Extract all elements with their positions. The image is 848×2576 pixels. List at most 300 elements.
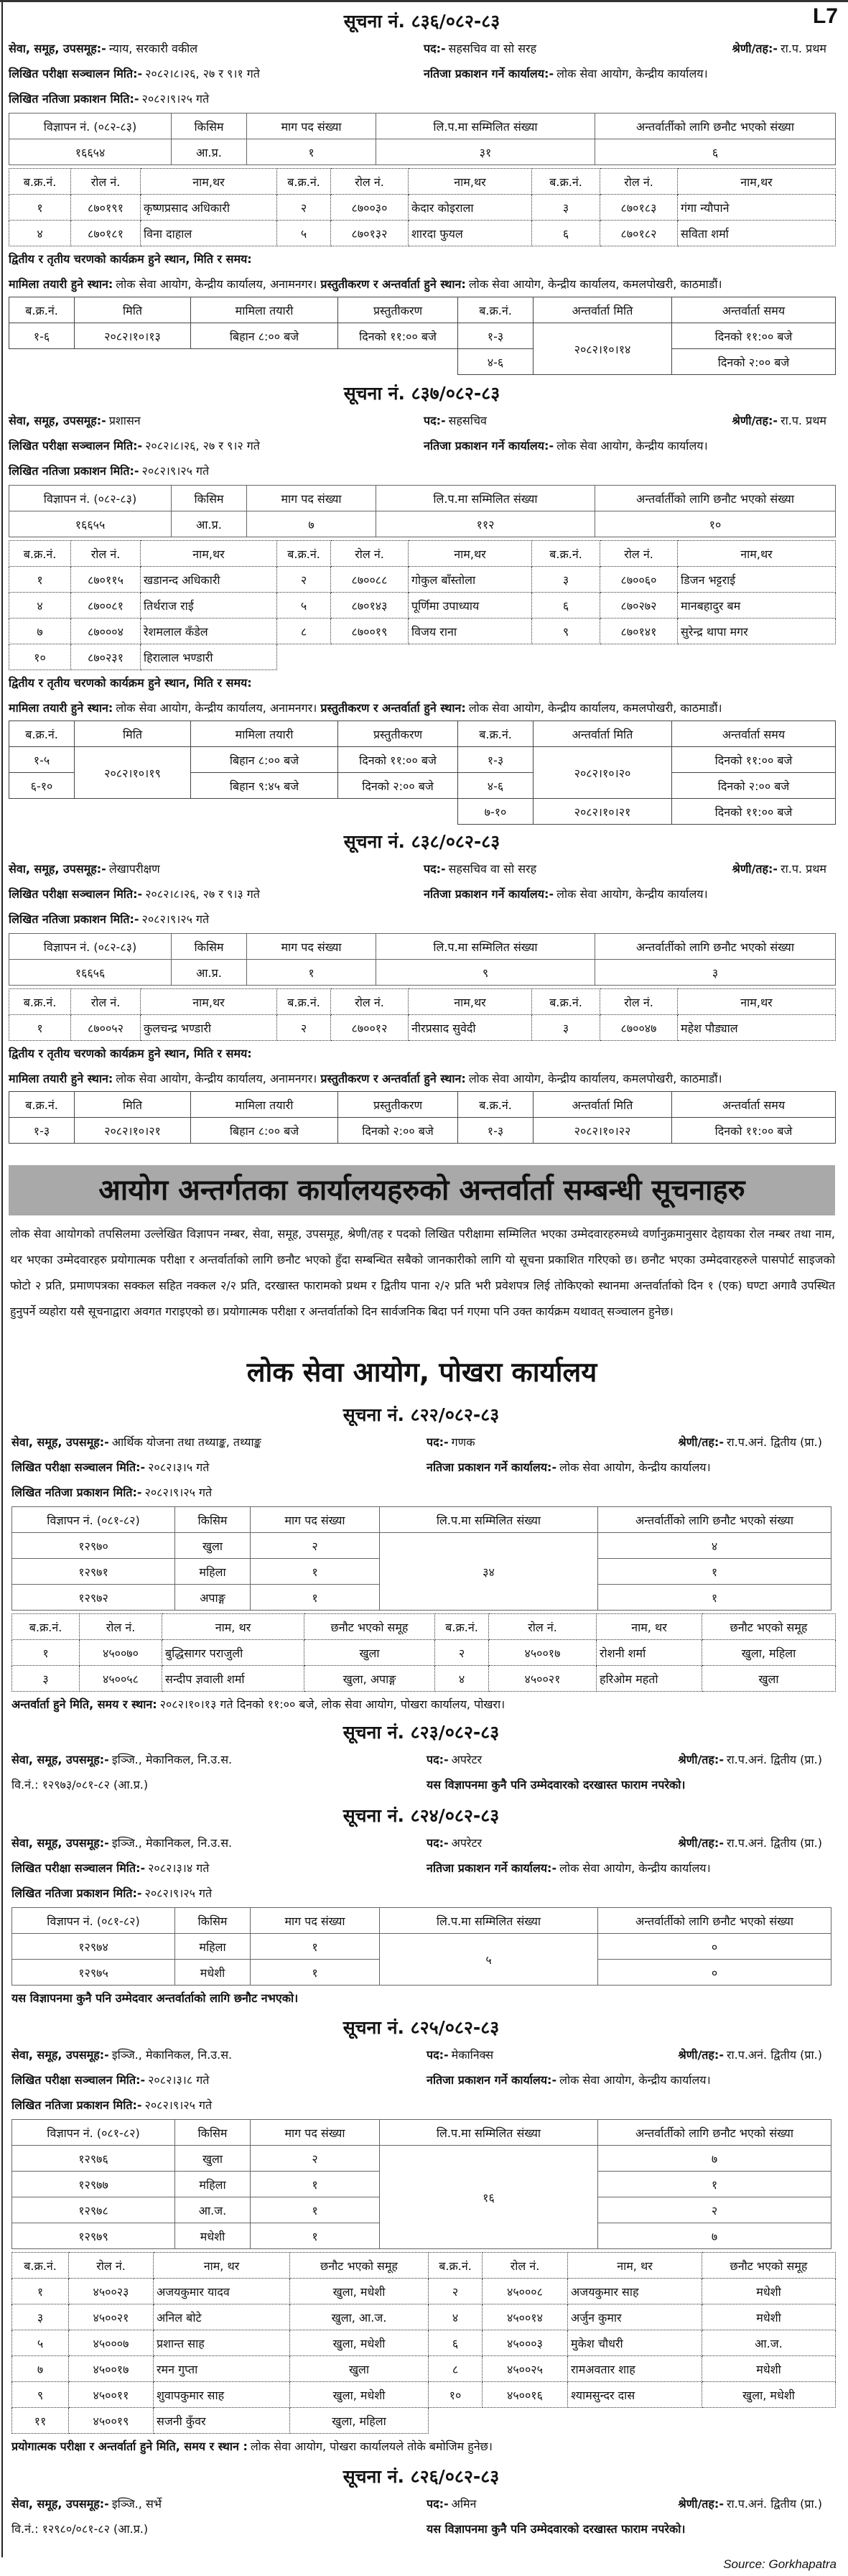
serial-no: ६ [532,593,600,618]
venue-line [9,1066,835,1091]
result-date-field-label: लिखित नतिजा प्रकाशन मिति:- [9,92,139,106]
posts-demanded: १ [251,1585,380,1611]
posts-demanded: १ [251,1960,380,1986]
column-header: किसिम [172,934,247,960]
post-field-label: पद:- [427,1435,449,1449]
column-header: ब.क्र.नं. [9,989,71,1015]
service-group-field-label: सेवा, समूह, उपसमूह:- [9,414,106,427]
candidate-name: हरिओम महतो [597,1666,702,1692]
venue-line [9,272,835,297]
result-office-field-value: लोक सेवा आयोग, केन्द्रीय कार्यालय। [556,439,708,453]
column-header: रोल नं. [331,989,409,1015]
notice-section [9,7,835,375]
level-field-value: रा.प. प्रथम [781,414,826,427]
column-header: ब.क्र.नं. [12,2253,69,2279]
service-group-field [9,856,160,881]
column-header: किसिम [175,1507,251,1533]
advertisement-number: वि.नं.: १२९७३/०८१-८२ (आ.प्र.) [11,1778,149,1792]
post-field [424,408,487,433]
interview-time: दिनको २:०० बजे [672,773,836,799]
column-header: लि.प.मा सम्मिलित संख्या [376,113,595,139]
type: महिला [175,1934,251,1960]
candidate-name: तिर्थराज राई [141,593,277,618]
column-header: नाम,थर [409,541,532,567]
table-row [12,2279,836,2304]
candidate-name: शुवापकुमार साह [154,2382,290,2408]
roll-no: ४५००७० [80,1640,162,1666]
result-date-field-value: २०८२।९।२५ गते [144,1886,213,1900]
serial-no: ५ [277,593,331,618]
table-row [9,567,836,593]
posts-demanded: २ [251,2146,380,2172]
service-group-field-label: सेवा, समूह, उपसमूह:- [9,42,106,55]
serial-no: ९ [12,2382,69,2408]
column-header: नाम, थर [162,1614,304,1640]
column-header: छनौट भएको समूह [702,1614,836,1640]
result-office-field-value: लोक सेवा आयोग, केन्द्रीय कार्यालय। [559,1460,711,1474]
notice-section [9,379,835,825]
advertisement-number: वि.नं.: १२९८०/०८१-८२ (आ.प्र.) [11,2522,149,2536]
column-header: विज्ञापन नं. (०८२-८३) [9,486,172,511]
service-group-field [11,2491,162,2516]
field-row [11,2067,831,2093]
table-row [12,2304,836,2330]
posts-demanded: १ [251,2223,380,2249]
field-row [9,61,835,86]
interview-range: ४-६ [458,349,534,375]
serial-no: २ [277,567,331,593]
column-header: ब.क्र.नं. [458,297,534,323]
no-application-note: यस विज्ञापनमा कुनै पनि उम्मेदवारको दरखास्त फाराम नपरेको। [427,2522,686,2536]
field-row [9,881,835,907]
column-header: विज्ञापन नं. (०८१-८२) [12,1908,175,1934]
column-header: अन्तर्वार्तीको लागि छनौट भएको संख्या [595,113,836,139]
advertisement-no: १६६५५ [9,511,172,537]
no-application-note: यस विज्ञापनमा कुनै पनि उम्मेदवारको दरखास्त फाराम नपरेको। [427,1778,686,1792]
level-field [678,1830,822,1855]
field-row [11,1830,831,1855]
level-field-label: श्रेणी/तह:- [678,1836,724,1850]
post-field-value: अमिन [451,2497,477,2511]
serial-no: १० [429,2382,483,2408]
column-header: ब.क्र.नं. [277,541,331,567]
level-field-label: श्रेणी/तह:- [678,2497,724,2511]
column-header: मामिला तयारी [191,297,338,323]
result-office-field-value: लोक सेवा आयोग, केन्द्रीय कार्यालय। [556,887,708,901]
candidate-name: शारदा फुयल [409,221,532,246]
candidate-name: मुकेश चौधरी [568,2330,702,2356]
candidate-name: हिरालाल भण्डारी [141,644,277,670]
notice-note [11,1692,831,1717]
roll-no: ८७०१८२ [600,221,678,246]
result-office-field-value: लोक सेवा आयोग, केन्द्रीय कार्यालय। [559,1861,711,1875]
column-header: रोल नं. [600,989,678,1015]
result-date-field-value: २०८२।९।२५ गते [141,92,210,106]
selected-group: खुला [290,2356,429,2382]
interview-time: दिनको २:०० बजे [672,349,836,375]
type: मधेशी [175,2223,251,2249]
field-row [9,86,835,111]
prep-venue: लोक सेवा आयोग, केन्द्रीय कार्यालय, अनामनगर। [116,701,317,715]
advertisement-no: १२९७८ [12,2197,175,2223]
column-header: अन्तर्वार्तीको लागि छनौट भएको संख्या [595,486,836,511]
column-header: ब.क्र.नं. [532,989,600,1015]
post-field-label: पद:- [427,2497,449,2511]
result-date-field-value: २०८२।९।२५ गते [144,1486,213,1499]
written-exam-participants: ३४ [380,1533,598,1611]
table-row [9,1015,836,1041]
column-header: अन्तर्वार्ता समय [672,297,836,323]
column-header: अन्तर्वार्तीको लागि छनौट भएको संख्या [598,1908,831,1934]
column-header: ब.क्र.नं. [9,297,75,323]
roll-no: ८७००५२ [71,1015,141,1041]
shortlisted-count: ७ [598,2223,831,2249]
shortlisted-count: ० [598,1934,831,1960]
selected-group: खुला, महिला [290,2408,429,2434]
candidate-name: प्रशान्त साह [154,2330,290,2356]
serial-no: १ [9,195,71,221]
type: आ.प्र. [172,511,247,537]
candidate-name: कुलचन्द्र भण्डारी [141,1015,277,1041]
result-office-field-label: नतिजा प्रकाशन गर्ने कार्यालय:- [427,1861,557,1875]
service-group-field-value: लेखापरीक्षण [108,862,160,876]
result-date-field-label: लिखित नतिजा प्रकाशन मिति:- [11,2098,142,2112]
post-field-label: पद:- [427,1836,449,1850]
post-field [427,1747,482,1772]
case-prep-time: बिहान ९:४५ बजे [191,773,338,799]
level-field [678,1747,822,1772]
roll-no: ४५००२५ [483,2356,568,2382]
candidate-name: गंगा न्यौपाने [678,195,836,221]
table-row [9,1118,836,1144]
roll-no: ४५००११ [69,2382,154,2408]
result-office-field [424,61,708,86]
column-header: अन्तर्वार्तीको लागि छनौट भएको संख्या [598,1507,831,1533]
serial-no: ७ [12,2356,69,2382]
serial-no: ५ [277,221,331,246]
result-office-field-label: नतिजा प्रकाशन गर्ने कार्यालय:- [424,439,554,453]
service-group-field-label: सेवा, समूह, उपसमूह:- [11,1753,109,1766]
column-header: रोल नं. [483,2253,568,2279]
column-header: विज्ञापन नं. (०८२-८३) [9,934,172,960]
advertisement-no: १२९७४ [12,1934,175,1960]
table-row [12,2356,836,2382]
post-field-value: सहसचिव वा सो सरह [448,862,537,876]
table-row [12,1533,831,1559]
field-row [11,1430,831,1455]
advertisement-no: १२९७६ [12,2146,175,2172]
type: आ.प्र. [172,960,247,986]
case-prep-time: बिहान ८:०० बजे [191,1118,338,1144]
serial-no: २ [429,2279,483,2304]
table-row [9,747,836,773]
table-header-row [12,2120,831,2146]
interview-range: १-३ [458,323,534,349]
table-header-row [12,1614,836,1640]
serial-no: २ [435,1640,489,1666]
candidate-name: मानबहादुर बम [678,593,836,618]
column-header: रोल नं. [71,989,141,1015]
table-row [9,960,836,986]
page-number: L7 [812,4,838,28]
level-field [732,408,826,433]
posts-demanded: १ [251,1559,380,1585]
serial-range: ६-१० [9,773,75,799]
serial-no: ३ [532,195,600,221]
post-field [424,856,536,881]
post-field-value: सहसचिव [448,414,487,427]
candidate-name: सजनी कुँवर [154,2408,290,2434]
candidate-name: रेशमलाल कँडेल [141,618,277,644]
table-row [12,2330,836,2356]
level-field-label: श्रेणी/तह:- [678,1753,724,1766]
table-row [9,799,836,825]
level-field-label: श्रेणी/तह:- [678,1435,724,1449]
roll-no: ४५०००३ [483,2330,568,2356]
column-header: ब.क्र.नं. [9,541,71,567]
result-office-field [427,1455,711,1480]
service-group-field-label: सेवा, समूह, उपसमूह:- [11,2497,109,2511]
field-row [11,1855,831,1881]
stage-heading: द्वितीय र तृतीय चरणको कार्यक्रम हुने स्थान, मिति र समय: [9,1047,252,1060]
posts-demanded: १ [247,960,376,986]
advertisement-table [11,1907,831,1986]
column-header: मिति [75,1092,191,1118]
roll-no: ४५००१६ [483,2382,568,2408]
column-header: मामिला तयारी [191,1092,338,1118]
advertisement-no: १२९७५ [12,1960,175,1986]
field-row [11,1881,831,1906]
written-exam-date-field-value: २०८२।८।२६, २७ र ९।३ गते [145,887,260,901]
service-group-field-value: न्याय, सरकारी वकील [108,42,198,55]
advertisement-no: १२९७१ [12,1559,175,1585]
candidates-table [11,1613,836,1692]
shortlisted-count: २ [598,2197,831,2223]
candidate-name: पूर्णिमा उपाध्याय [409,593,532,618]
interview-venue-label: प्रस्तुतीकरण र अन्तर्वार्ता हुने स्थान: [320,701,466,715]
level-field-value: रा.प.अनं. द्वितीय (प्रा.) [726,1836,822,1850]
prep-venue-label: मामिला तयारी हुने स्थान: [9,701,113,715]
serial-no: ६ [532,221,600,246]
serial-no: १ [12,1640,80,1666]
roll-no: ४५००१४ [483,2304,568,2330]
roll-no: ४५०००८ [483,2279,568,2304]
interview-range: ७-१० [458,799,534,825]
column-header: किसिम [175,1908,251,1934]
table-header-row [9,721,836,747]
written-exam-date-field-label: लिखित परीक्षा सञ्चालन मिति:- [9,439,143,453]
interview-date: २०८२।१०।२१ [534,799,672,825]
post-field-label: पद:- [427,1753,449,1766]
serial-range: १-५ [9,747,75,773]
column-header: लि.प.मा सम्मिलित संख्या [376,486,595,511]
notice-section [11,2014,831,2459]
column-header: रोल नं. [71,541,141,567]
advertisement-no: १२९७७ [12,2172,175,2197]
column-header: लि.प.मा सम्मिलित संख्या [376,934,595,960]
type: खुला [175,2146,251,2172]
note-label: अन्तर्वार्ता हुने मिति, समय र स्थान: [11,1697,157,1711]
field-row [11,2093,831,2118]
table-header-row [9,169,836,195]
selected-group: खुला [702,1666,836,1692]
service-group-field-value: आर्थिक योजना तथा तथ्याङ्क, तथ्याङ्क [111,1435,261,1449]
column-header: ब.क्र.नं. [435,1614,489,1640]
notice-section [11,1401,831,1717]
selected-group: खुला, मधेशी [702,2382,836,2408]
notice-title: सूचना नं. ८२४/०८२-८३ [343,1805,500,1826]
post-field [427,1430,475,1455]
shortlisted-count: ४ [598,1533,831,1559]
advertisement-no: १६६५४ [9,139,172,165]
written-exam-date-field-label: लिखित परीक्षा सञ्चालन मिति:- [11,1861,146,1875]
candidate-name: विना दाहाल [141,221,277,246]
column-header: रोल नं. [331,541,409,567]
interview-venue: लोक सेवा आयोग, केन्द्रीय कार्यालय, कमलपोखरी, काठमाडौं। [468,701,722,715]
prep-venue: लोक सेवा आयोग, केन्द्रीय कार्यालय, अनामनगर। [116,1072,317,1085]
written-exam-date-field-label: लिखित परीक्षा सञ्चालन मिति:- [11,2073,146,2087]
candidates-table [9,168,836,246]
interview-venue: लोक सेवा आयोग, केन्द्रीय कार्यालय, कमलपोखरी, काठमाडौं। [468,1072,722,1085]
interview-range: १-३ [458,747,534,773]
service-group-field [9,408,141,433]
column-header: प्रस्तुतीकरण [338,297,458,323]
note-text: २०८२।१०।१३ गते दिनको ११:०० बजे, लोक सेवा आयोग, पोखरा कार्यालय, पोखरा। [159,1697,505,1711]
serial-no: ९ [532,618,600,644]
post-field-value: गणक [451,1435,475,1449]
serial-no: १ [12,2279,69,2304]
advertisement-no: १२९७९ [12,2223,175,2249]
written-exam-date-field-value: २०८२।३।४ गते [148,1861,210,1875]
note-label: प्रयोगात्मक परीक्षा र अन्तर्वार्ता हुने मिति, समय र स्थान : [11,2440,248,2453]
notice-note [11,1986,831,2011]
roll-no: ८७०११५ [71,567,141,593]
result-date-field [9,458,209,483]
table-row [9,511,836,537]
table-header-row [9,989,836,1015]
column-header: अन्तर्वार्ता मिति [534,1092,672,1118]
column-header: नाम, थर [597,1614,702,1640]
roll-no: ८७००४७ [600,1015,678,1041]
roll-no: ८७०२३१ [71,644,141,670]
column-header: अन्तर्वार्ता मिति [534,721,672,747]
column-header: ब.क्र.नं. [277,989,331,1015]
roll-no: ८७००८८ [331,567,409,593]
field-row [11,2516,831,2542]
field-row [11,1772,831,1797]
table-header-row [9,486,836,511]
table-row [12,2146,831,2172]
interview-venue: लोक सेवा आयोग, केन्द्रीय कार्यालय, कमलपोखरी, काठमाडौं। [468,277,722,291]
serial-no: २ [277,195,331,221]
level-field-label: श्रेणी/तह:- [732,414,778,427]
selected-group: मधेशी [702,2304,836,2330]
serial-no: २ [277,1015,331,1041]
notice-title: सूचना नं. ८३७/०८२-८३ [343,383,500,404]
selected-group: खुला, मधेशी [290,2382,429,2408]
post-field [427,2491,476,2516]
post-field [427,2042,493,2067]
column-header: रोल नं. [600,169,678,195]
shortlisted-count: १ [598,2172,831,2197]
column-header: किसिम [172,113,247,139]
table-header-row [12,1507,831,1533]
written-exam-date-field-value: २०८२।८।२६, २७ र ९।१ गते [145,67,260,80]
posts-demanded: २ [251,1533,380,1559]
serial-no: ३ [532,567,600,593]
column-header: नाम,थर [141,169,277,195]
serial-no: ५ [12,2330,69,2356]
result-date-field [9,86,209,111]
result-date-field-label: लिखित नतिजा प्रकाशन मिति:- [9,464,139,478]
notice-title: सूचना नं. ८३८/०८२-८३ [343,831,500,852]
notice-section [9,828,835,1144]
field-row [9,408,835,433]
interview-range: १-३ [458,1118,534,1144]
field-row [11,1747,831,1772]
candidate-name: महेश पौड्याल [678,1015,836,1041]
result-office-field [427,2067,711,2093]
written-exam-date-field-value: २०८२।३।५ गते [148,1460,210,1474]
field-row [11,1480,831,1505]
interview-time: दिनको ११:०० बजे [672,323,836,349]
written-exam-date-field-value: २०८२।३।८ गते [148,2073,210,2087]
column-header: अन्तर्वार्तीको लागि छनौट भएको संख्या [598,2120,831,2146]
written-exam-date-field [11,1855,209,1881]
written-exam-date-field [11,1455,209,1480]
posts-demanded: १ [251,2197,380,2223]
result-date-field [11,1480,212,1505]
column-header: नाम,थर [409,989,532,1015]
serial-range: १-३ [9,1118,75,1144]
serial-no: ३ [12,2304,69,2330]
table-row [9,139,836,165]
result-date-field-label: लिखित नतिजा प्रकाशन मिति:- [11,1886,142,1900]
case-prep-time: बिहान ८:०० बजे [191,747,338,773]
notice-title: सूचना नं. ८२६/०८२-८३ [343,2466,500,2487]
stage-heading: द्वितीय र तृतीय चरणको कार्यक्रम हुने स्थान, मिति र समय: [9,676,252,690]
serial-no: ४ [9,221,71,246]
column-header: रोल नं. [331,169,409,195]
prep-venue: लोक सेवा आयोग, केन्द्रीय कार्यालय, अनामनगर। [116,277,317,291]
schedule-table [9,1091,836,1144]
notice-section [11,1802,831,2011]
result-office-field-value: लोक सेवा आयोग, केन्द्रीय कार्यालय। [559,2073,711,2087]
candidate-name: सुरेन्द्र थापा मगर [678,618,836,644]
notice-title: सूचना नं. ८३६/०८२-८३ [343,11,500,32]
column-header: ब.क्र.नं. [9,721,75,747]
post-field-label: पद:- [424,862,446,876]
notice-section [11,2463,831,2542]
roll-no: ८७०१४१ [600,618,678,644]
candidates-table [9,540,836,670]
level-field [678,1430,822,1455]
serial-range: १-६ [9,323,75,349]
candidate-name: सन्दीप ज्ञवाली शर्मा [162,1666,304,1692]
table-header-row [12,1908,831,1934]
venue-line [9,695,835,721]
service-group-field-label: सेवा, समूह, उपसमूह:- [9,862,106,876]
roll-no: ४५००२१ [489,1666,597,1692]
level-field-label: श्रेणी/तह:- [732,42,778,55]
table-row [9,221,836,246]
candidate-name: अजयकुमार यादव [154,2279,290,2304]
selected-group: खुला [304,1640,435,1666]
written-exam-date-field-label: लिखित परीक्षा सञ्चालन मिति:- [9,887,143,901]
selected-group: खुला, आ.ज. [290,2304,429,2330]
case-prep-time: बिहान ८:०० बजे [191,323,338,349]
posts-demanded: ७ [247,511,376,537]
